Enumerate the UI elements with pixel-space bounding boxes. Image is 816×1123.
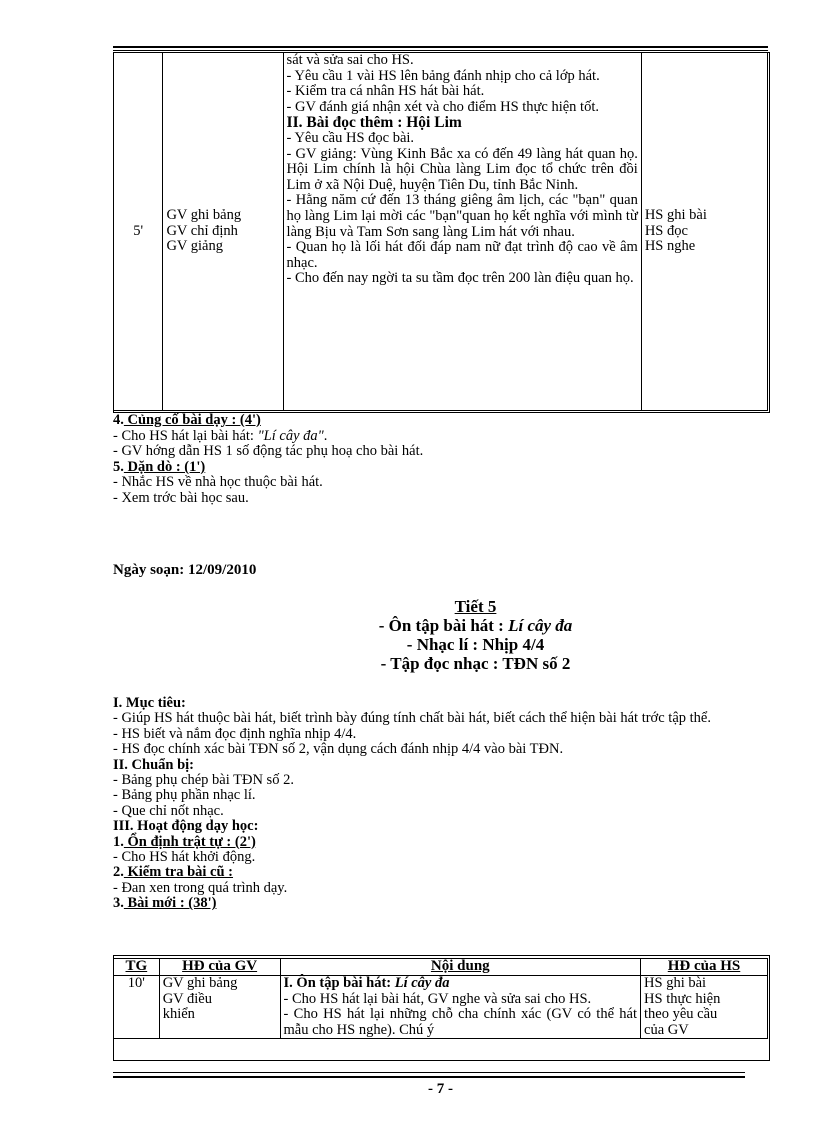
activities-heading: III. Hoạt động dạy học: — [113, 818, 259, 835]
content-cell — [280, 976, 641, 1039]
preparation-item: - Bảng phụ phần nhạc lí. — [113, 787, 256, 804]
gv-line: GV điều — [162, 990, 212, 1007]
hs-line: của GV — [644, 1021, 689, 1038]
header-rule — [113, 46, 768, 48]
activity-line: - Đan xen trong quá trình dạy. — [113, 879, 288, 896]
activity-line: - Cho HS hát khởi động. — [113, 849, 256, 866]
table-header-row — [114, 959, 768, 976]
lesson-topic: - Nhạc lí : Nhịp 4/4 — [406, 635, 545, 654]
content-line: - Cho HS hát lại những chỗ cha chính xác (GV có thể hát mẫu cho HS nghe). Chú ý — [283, 1006, 638, 1038]
hs-line: HS ghi bài — [644, 975, 707, 991]
header-rule-thin — [113, 50, 768, 51]
lesson-title — [113, 597, 768, 673]
footer-rule-thin — [113, 1072, 745, 1073]
consolidation-section — [113, 413, 773, 507]
consolidation-line: - Cho HS hát lại bài hát: "Lí cây đa". — [113, 427, 328, 444]
activity-subheading: 1. Ổn định trật tự : (2') — [113, 833, 256, 850]
column-header: HĐ của GV — [159, 959, 280, 976]
homework-heading: 5. Dặn dò : (1') — [113, 458, 206, 475]
hs-activity-cell — [641, 53, 767, 411]
page-number: - 7 - — [428, 1081, 453, 1097]
objective-item: - HS đọc chính xác bài TĐN số 2, vận dụng cách đánh nhịp 4/4 vào bài TĐN. — [113, 741, 564, 758]
preparation-item: - Bảng phụ chép bài TĐN số 2. — [113, 772, 294, 789]
homework-line: - Nhắc HS về nhà học thuộc bài hát. — [113, 474, 323, 491]
lesson-table — [113, 958, 768, 1039]
gv-line: GV ghi bảng — [162, 975, 238, 991]
hs-line: HS đọc — [644, 222, 688, 239]
content-line: - Quan họ là lối hát đối đáp nam nữ đạt trình độ cao về âm nhạc. — [286, 239, 638, 271]
tg-cell — [114, 53, 163, 411]
content-line: - Cho đến nay ngời ta su tầm đọc trên 200 làn điệu quan họ. — [286, 270, 634, 287]
homework-line: - Xem trớc bài học sau. — [113, 489, 249, 506]
gv-activity-cell — [163, 53, 283, 411]
gv-line: GV chỉ định — [166, 222, 238, 239]
hs-line: HS ghi bài — [644, 207, 707, 224]
objective-item: - HS biết và nắm đọc định nghĩa nhịp 4/4. — [113, 725, 357, 742]
content-line: - Kiểm tra cá nhân HS hát bài hát. — [286, 83, 485, 100]
lesson-plan-body — [113, 696, 773, 912]
content-line: - GV giảng: Vùng Kinh Bắc xa có đến 49 làng hát quan họ. Hội Lim chính là hội Chùa làng Lim đọc tổ chức trên đồi Lim ở xã Nội Duệ, huyện Tiên Du, tỉnh Bắc Ninh. — [286, 145, 638, 193]
lesson-topic: - Ôn tập bài hát : Lí cây đa — [378, 616, 573, 635]
gv-line: GV giảng — [166, 238, 223, 255]
hs-line: HS nghe — [644, 238, 696, 255]
activity-subheading: 3. Bài mới : (38') — [113, 895, 217, 912]
consolidation-line: - GV hớng dẫn HS 1 số động tác phụ hoạ cho bài hát. — [113, 443, 424, 460]
activity-subheading: 2. Kiểm tra bài cũ : — [113, 864, 234, 881]
column-header: Nội dung — [280, 959, 641, 976]
preparation-item: - Que chỉ nốt nhạc. — [113, 802, 224, 819]
gv-activity-cell — [159, 976, 280, 1039]
footer-rule — [113, 1076, 745, 1078]
gv-line: khiển — [162, 1006, 195, 1023]
content-line: sát và sửa sai cho HS. — [286, 52, 414, 68]
content-line: - Cho HS hát lại bài hát, GV nghe và sửa sai cho HS. — [283, 990, 592, 1007]
table-row — [114, 976, 768, 1039]
content-line: - Yêu cầu HS đọc bài. — [286, 129, 415, 146]
preparation-heading: II. Chuẩn bị: — [113, 756, 194, 773]
column-header: HĐ của HS — [641, 959, 768, 976]
objective-item: - Giúp HS hát thuộc bài hát, biết trình bày đúng tính chất bài hát, biết cách thể hiện bài hát trớc tập thể. — [113, 710, 711, 727]
lesson-topic: - Tập đọc nhạc : TĐN số 2 — [380, 654, 571, 673]
hs-line: theo yêu cầu — [644, 1006, 718, 1023]
objectives-heading: I. Mục tiêu: — [113, 695, 186, 711]
consolidation-heading: 4. Củng cố bài dạy : (4') — [113, 412, 261, 428]
section-heading: I. Ôn tập bài hát: Lí cây đa — [283, 975, 450, 991]
lesson-number: Tiết 5 — [454, 597, 497, 616]
content-line: - Yêu cầu 1 vài HS lên bảng đánh nhịp cho cả lớp hát. — [286, 67, 600, 84]
time-value: 10' — [114, 976, 160, 1039]
table-row — [114, 53, 768, 411]
hs-line: HS thực hiện — [644, 990, 721, 1007]
content-line: - Hằng năm cứ đến 13 tháng giêng âm lịch, các "bạn" quan họ làng Lim lại mời các "bạn"quan họ kết nghĩa với mình từ làng Bịu và Tam Sơn sang làng Lim hát với nhau. — [286, 192, 638, 240]
date-line: Ngày soạn: 12/09/2010 — [113, 562, 257, 578]
column-header: TG — [114, 959, 160, 976]
time-value: 5' — [133, 222, 144, 239]
gv-line: GV ghi bảng — [166, 207, 242, 224]
content-line: - GV đánh giá nhận xét và cho điểm HS thực hiện tốt. — [286, 98, 599, 115]
content-cell — [283, 53, 641, 411]
lesson-table-continued — [113, 52, 768, 411]
section-heading: II. Bài đọc thêm : Hội Lim — [286, 114, 462, 132]
hs-activity-cell — [641, 976, 768, 1039]
